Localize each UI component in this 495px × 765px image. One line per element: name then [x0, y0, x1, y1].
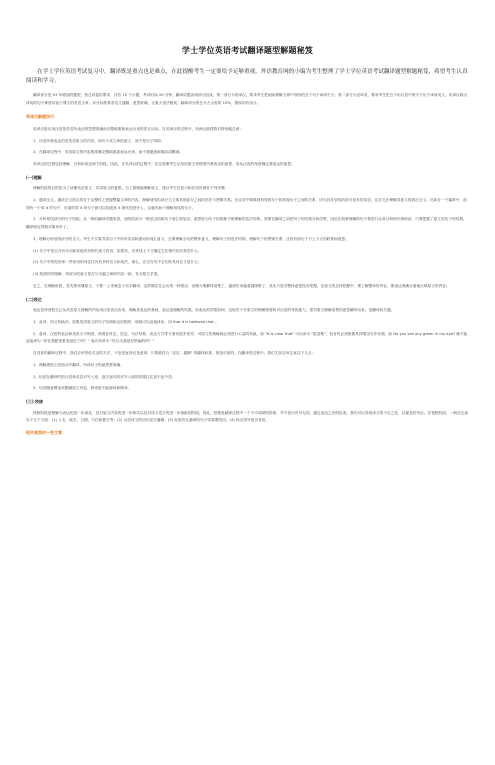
subheading-understanding: (一)理解	[26, 174, 42, 180]
paragraph: 1，直译、同义转换法。如果英语原文的句子结构和汉语相同，那就可以直接译出，用 that it is believed that…	[33, 319, 218, 324]
subheading-expression: (二)表达	[26, 296, 42, 302]
paragraph: 2，切忌在翻译时把汉语和英语对号入座，逐字逐句的对号入座的结果往往是不伦不类；	[33, 374, 176, 379]
paragraph: 英译汉是应用汉语把英语所表达的思想准确而完整地重新表达出来的语言活动。在英译汉的过程中，有两点值得我们特别地注意：	[33, 126, 244, 131]
paragraph-overview: 翻译部分是 03 年增加的题型，按总试卷的要求，共有 15 个小题，考试时间 20 分钟。翻译试题由两部分组成，第一部分为英译汉，要求考生把阅读理解文章中划线的五个句子译成中文；第二部分为汉译英，要求考生把五个用汉语中的中文句子译成英文。英译汉和汉译英的句子难度均低于课文的英语文章，评分标准要求语文通顺，意思准确，无重大语法错误，翻译部分的总分占全卷的 15%，错误均有扣分。	[26, 93, 468, 105]
paragraph: 1，理解透彻上的再动手翻译，所译句子的意思要准确；	[33, 362, 124, 367]
paragraph: (3) 按照你的理解，该部分的意义是否与全篇文章的内容一致，有无相左矛盾。	[33, 272, 162, 277]
paragraph: 2，在翻译过程中，英语原文的内容要准确完整地重新表达出来，而不是随意地增添或删减。	[33, 150, 183, 155]
paragraph: 总之，在理解阶段，首先要读懂原文，不要一上来就急于动手翻译，这样做往往会出现一种情况：说理分要翻译清楚了，越到后来越看越困难了，其实只是对整体意思没有把握。在原文的总体把握中，要了解整体的内容，使表达准确全面地反映原文的内容。	[33, 283, 450, 288]
paragraph: (1) 句子中是否含有代词和其他具有指代意义的词，如果有，应该找上下文确定它们指代的对象是什么；	[33, 248, 202, 253]
paragraph: 2，分析划线部分的句子结构。从一般的翻译试题来看，划线的部分一般是由结构句子那么较复杂、意思较为句子结构都不难理解的语法结构。需要在翻译之前把句子的结构分析清楚，因此比较难理解的句子要进行认真分析和仔细研读，只要把握了原文的句子的结构，翻译就变得相对简单多了。	[26, 217, 467, 230]
paragraph: 在具体的翻译过程中，我们应该采取灵活的方法，不论是直译还是意译，只要能符合 "忠实、通顺" 的翻译标准，都是可取的。在翻译的过程中，我们尤其应该注意以下几点：	[33, 351, 316, 356]
subheading-proofreading: (三) 校核	[26, 399, 44, 405]
paragraph: (2) 句子中的短语和一些常用的词往往具有多种含义和用法，那么，在应在句中它们的具体含义是什么；	[33, 260, 202, 265]
paragraph: 英译汉的过程包括理解、分析和表达两个阶段。因此，在英译汉的过程中，往往需要考生从英语原文里理清所要表达的意思，再从汉语的角度确定要表达的意思。	[33, 162, 295, 167]
paragraph: 1，通读全文。通读全文的目的在于从整体上把握整篇文章的内容，理解划线的部分与文章其他部分之间的语法与逻辑关系。在应试中要做到划线的句子和其他句子之间的关系，因为其在划线的部分及有的英语，往往无法理解其意义的真正含义。比如在一个篇章中，前面有一个带 it 的句子，后面的带 it 的句子就可以知道其 it 指代的是什么，这就有助于理解划线的句子。	[26, 198, 467, 210]
paragraph: 3，理解分析划线部分的含义。考生不仅要弄清句子中所有实词和虚词的词汇意义，还要理解全句的整体意义，理解句子的语法结构，理解句子的逻辑关系，还有后面句子与上下文的联系和意思。	[33, 236, 349, 241]
paragraph: 2，意译、汉语的表达和英语大不相同，两者在时态、语态、句法结构、表达方式等方面有很多差异，对原文的理解就必须进行大量的转换，如 "It is clear that" 可以译为 "很清楚"，但有时必须根据具体情况另作处理。如 Do you see any green in my eye? 就不能直接译为 "你在我眼里看见绿色了吗？" 而应该译为 "你以为我是好欺骗的吗？"	[26, 331, 468, 344]
intro-paragraph: 在学士学位英语考试复习中，翻译既是重点也是难点，在此提醒考生一定要给予足够重视。外语教育网的小编为考生整理了学士学位英语考试翻译题型解题秘笈，希望考生认真阅读和学习。	[26, 69, 468, 84]
paragraph: 1，汉语所要表达的是英语原文的内容，即句子或文章的意义，而不是句子结构；	[33, 138, 165, 143]
related-articles-heading[interactable]: 相关推荐的一些文章	[26, 430, 62, 435]
paragraph: 理解阶段的目的是为了读懂英语原文，弄清原文的意思。为了透彻地理解原文，建议考生在复习和应试时做好下列步骤：	[33, 186, 229, 191]
paragraph: 3，切忌随意增加或删减原文内容，特别是不能漏译和错译。	[33, 386, 132, 391]
section-heading-translation-tips: 英译汉解题技巧	[26, 114, 54, 120]
paragraph: 表达是译者把自己从英语原文理解的内容用汉语表达出来，理解是表达的基础，表达是理解的结果。而表达的效果如何，这取决于对原文的理解程度和对汉语的驾驭能力。把对原文理解清楚的意思翻译出来，是翻译的关键。	[33, 308, 395, 313]
page-title: 学士学位英语考试翻译题型解题秘笈	[181, 46, 314, 55]
paragraph: 校核阶段是理解与表达的进一步深化，是对原文内容的进一步核实以及对译文语言的进一步推敲的阶段。因此，校核是翻译过程中一个不可或缺的阶段，并不是可有可无的。通过表达之后的检查，我们可以发现译文的不足之处，以便及时纠正。在校核阶段，一般应注意以下几个方面：(1) 人名、地名、日期、方位和数字等；(2) 汉语译文的词句是否通顺；(3) 检查有无漏译的句子或重要的词。(4) 标点符号是否有误。	[26, 410, 469, 423]
